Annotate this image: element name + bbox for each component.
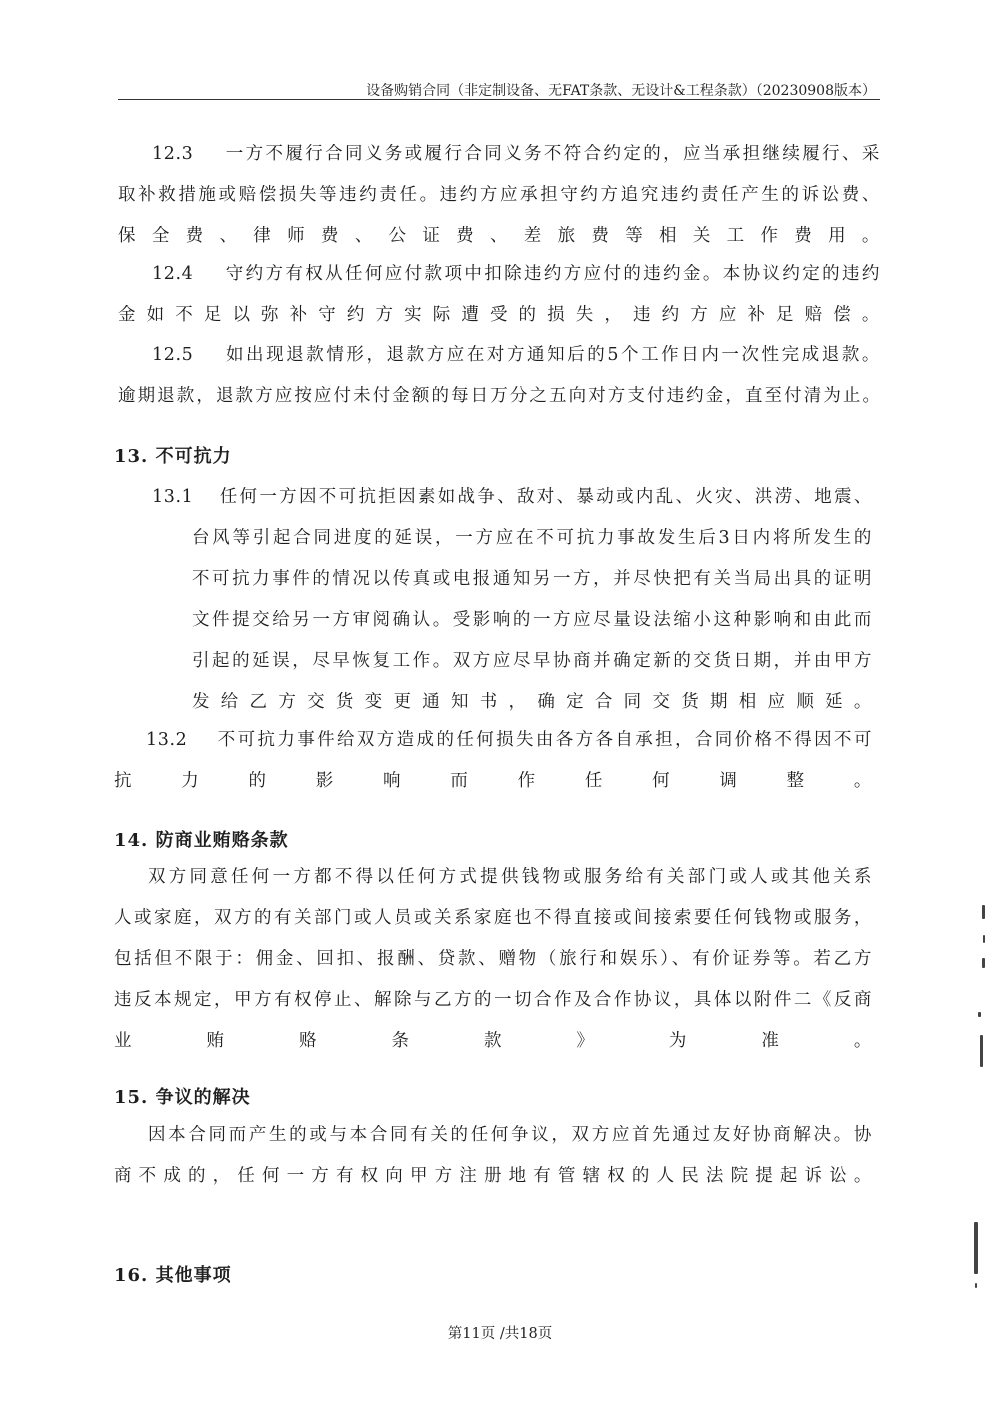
section-heading-13: 13. 不可抗力 [114,446,232,467]
clause-12-5 [118,335,880,417]
header-divider [118,99,880,100]
clause-line: 引起的延误，尽早恢复工作。双方应尽早协商并确定新的交货日期，并由甲方 [192,651,872,671]
clause-line: 业贿赂条款》为准。 [114,1031,872,1051]
scan-artifact [982,905,985,919]
clause-line: 守约方有权从任何应付款项中扣除违约方应付的违约金。本协议约定的违约 [224,264,880,284]
clause-line: 抗力的影响而作任何调整。 [114,771,872,791]
clause-line: 文件提交给另一方审阅确认。受影响的一方应尽量设法缩小这种影响和由此而 [192,610,872,630]
page-number-footer: 第11页 /共18页 [447,1326,553,1342]
document-header-title: 设备购销合同（非定制设备、无FAT条款、无设计&工程条款）（20230908版本） [366,83,876,99]
clause-line: 台风等引起合同进度的延误，一方应在不可抗力事故发生后3日内将所发生的 [192,528,872,548]
clause-number: 12.5 [152,345,194,365]
clause-line: 任何一方因不可抗拒因素如战争、敌对、暴动或内乱、火灾、洪涝、地震、 [218,487,872,507]
clause-14 [114,857,872,1062]
clause-line: 取补救措施或赔偿损失等违约责任。违约方应承担守约方追究违约责任产生的诉讼费、 [118,185,880,205]
clause-line: 不可抗力事件给双方造成的任何损失由各方各自承担，合同价格不得因不可 [216,730,872,750]
scan-artifact [974,1222,978,1274]
scan-artifact [975,1283,977,1288]
clause-number: 12.3 [152,144,194,164]
clause-12-4 [118,254,880,336]
clause-number: 13.1 [152,487,194,507]
section-heading-14: 14. 防商业贿赂条款 [114,830,289,851]
clause-line: 不可抗力事件的情况以传真或电报通知另一方，并尽快把有关当局出具的证明 [192,569,872,589]
section-heading-15: 15. 争议的解决 [114,1087,251,1108]
scan-artifact [983,935,985,943]
clause-number: 12.4 [152,264,194,284]
clause-line: 逾期退款，退款方应按应付未付金额的每日万分之五向对方支付违约金，直至付清为止。 [118,386,880,406]
clause-line: 因本合同而产生的或与本合同有关的任何争议，双方应首先通过友好协商解决。协 [148,1125,872,1145]
clause-line: 保全费、律师费、公证费、差旅费等相关工作费用。 [118,226,880,246]
clause-line: 人或家庭，双方的有关部门或人员或关系家庭也不得直接或间接索要任何钱物或服务， [114,908,872,928]
section-heading-16: 16. 其他事项 [114,1265,232,1286]
scan-artifact [980,1035,983,1067]
clause-line: 包括但不限于：佣金、回扣、报酬、贷款、赠物（旅行和娱乐）、有价证券等。若乙方 [114,949,872,969]
clause-line: 违反本规定，甲方有权停止、解除与乙方的一切合作及合作协议，具体以附件二《反商 [114,990,872,1010]
clause-13-1 [152,477,872,723]
clause-line: 双方同意任何一方都不得以任何方式提供钱物或服务给有关部门或人或其他关系 [148,867,872,887]
clause-line: 发给乙方交货变更通知书，确定合同交货期相应顺延。 [192,692,872,712]
scan-artifact [982,958,985,968]
clause-line: 商不成的，任何一方有权向甲方注册地有管辖权的人民法院提起诉讼。 [114,1166,872,1186]
scan-artifact [978,1012,981,1017]
clause-line: 如出现退款情形，退款方应在对方通知后的5个工作日内一次性完成退款。 [224,345,880,365]
clause-15 [114,1115,872,1197]
clause-line: 金如不足以弥补守约方实际遭受的损失，违约方应补足赔偿。 [118,305,880,325]
clause-12-3 [118,134,880,257]
clause-number: 13.2 [146,730,188,750]
clause-13-2 [114,720,872,802]
clause-line: 一方不履行合同义务或履行合同义务不符合约定的，应当承担继续履行、采 [224,144,880,164]
